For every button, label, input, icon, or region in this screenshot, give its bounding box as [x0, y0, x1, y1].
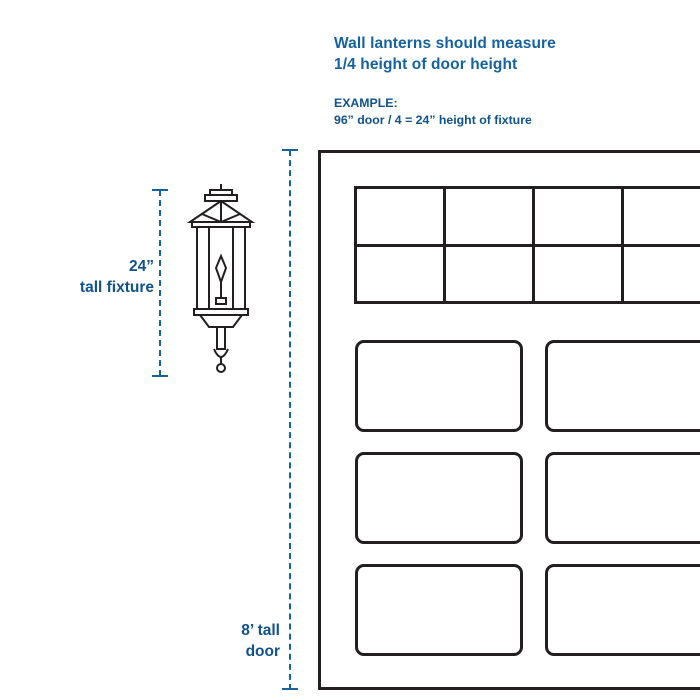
fixture-dimension-cap-bottom — [152, 375, 168, 377]
panel-top-left — [355, 340, 523, 432]
panel-bottom-left — [355, 564, 523, 656]
door-height-label — [200, 620, 280, 662]
fixture-dimension-cap-top — [152, 189, 168, 191]
door-dimension-cap-bottom — [282, 688, 298, 690]
door-dimension-line — [289, 150, 291, 690]
example-calculation: 96” door / 4 = 24” height of fixture — [334, 113, 532, 127]
door-height-value: 8’ tall — [241, 622, 280, 639]
window-divider-horizontal — [354, 244, 700, 247]
wall-lantern-illustration — [176, 182, 266, 378]
fixture-height-label — [48, 256, 154, 298]
headline-text — [334, 33, 664, 75]
example-text — [334, 95, 674, 129]
panel-bottom-right — [545, 564, 700, 656]
panel-top-right — [545, 340, 700, 432]
headline-line-2: 1/4 height of door height — [334, 56, 518, 73]
door-dimension-cap-top — [282, 149, 298, 151]
fixture-height-description: tall fixture — [79, 279, 154, 296]
example-heading: EXAMPLE: — [334, 96, 398, 110]
door-height-description: door — [245, 643, 280, 660]
panel-mid-right — [545, 452, 700, 544]
panel-mid-left — [355, 452, 523, 544]
fixture-dimension-line — [159, 190, 161, 376]
fixture-height-value: 24” — [129, 258, 154, 275]
headline-line-1: Wall lanterns should measure — [334, 35, 556, 52]
